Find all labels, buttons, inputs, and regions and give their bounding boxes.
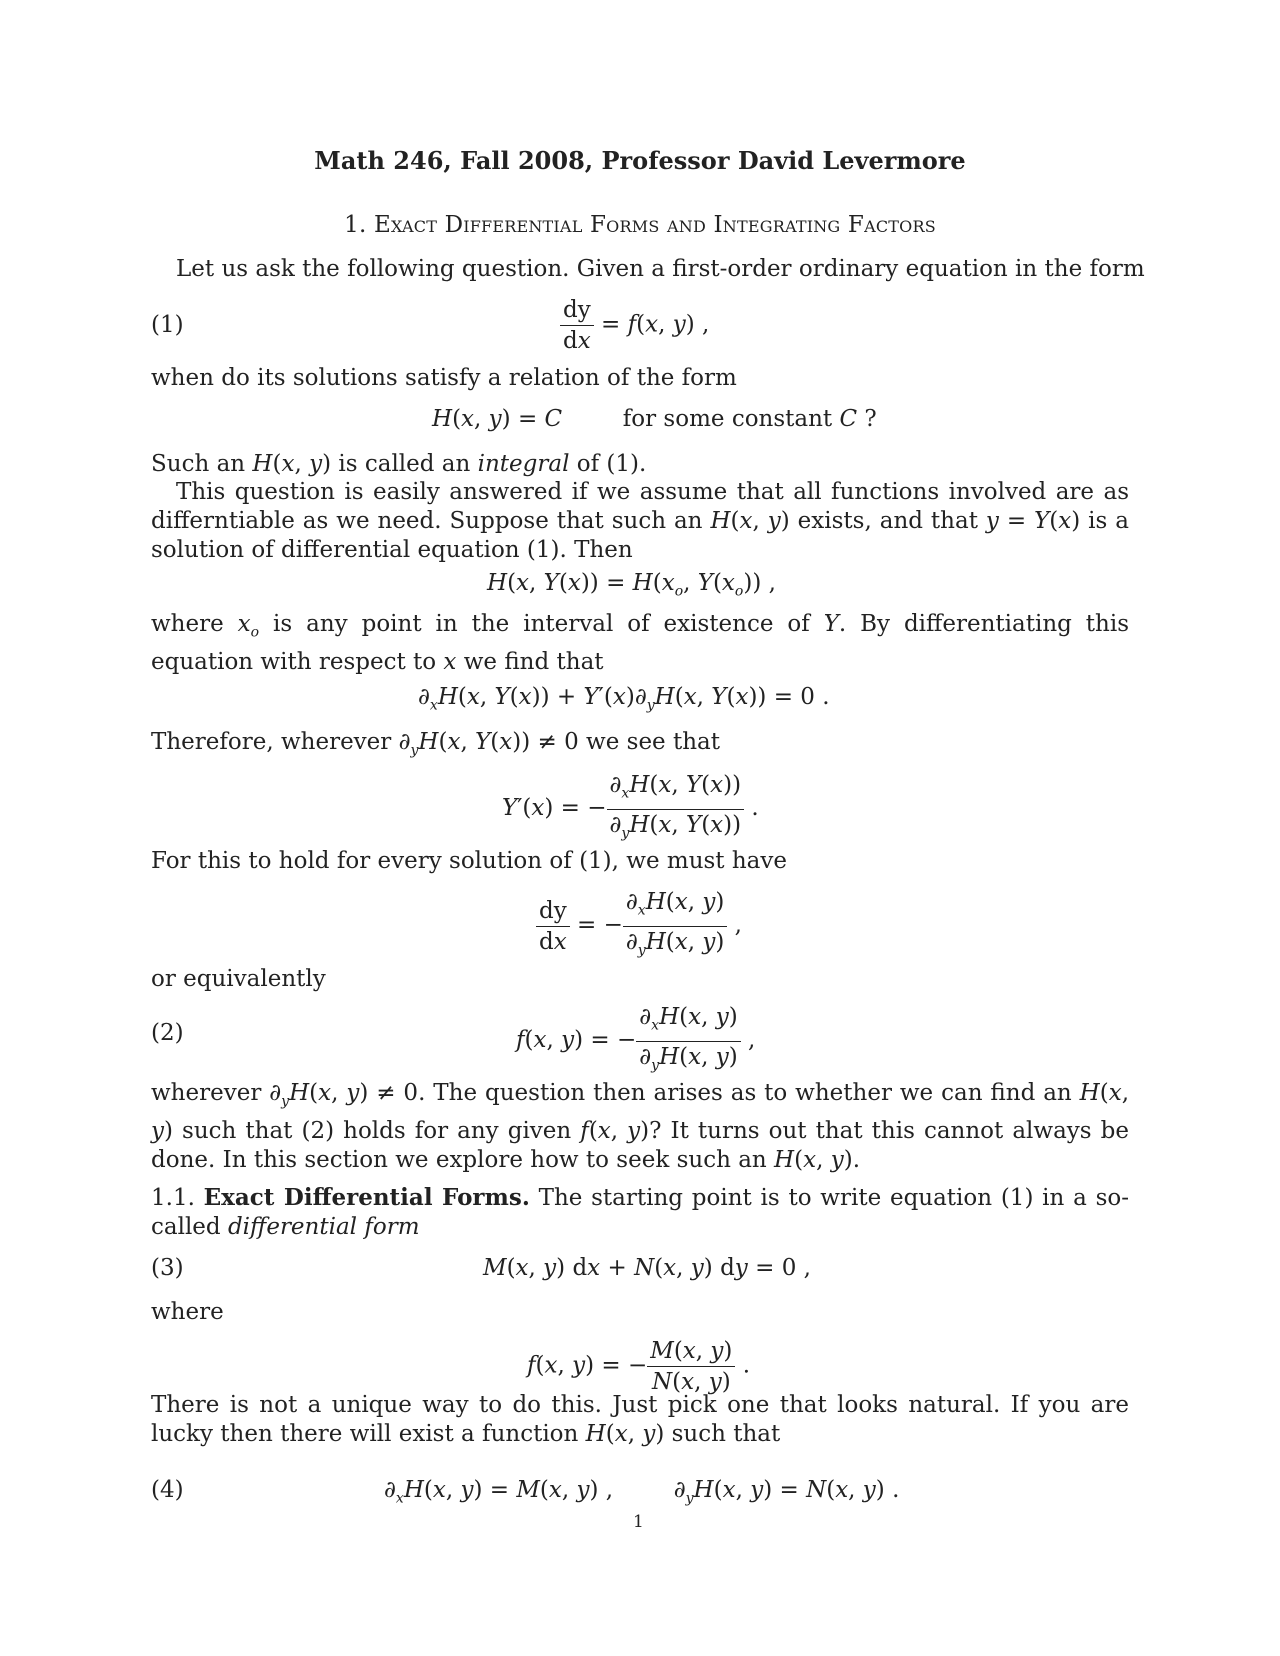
equation-integral: H(x, y) = C for some constant C ? <box>432 406 877 432</box>
paragraph-therefore: Therefore, wherever $\partial_yH(x$, Y(x)) ≠ 0 we see that <box>151 729 720 759</box>
equation-chain-rule: $\partial_xH(x$, $Y(x)) + Y'(x)\partial_yH(x$, Y(x)) = 0 . <box>418 684 830 714</box>
paragraph-exact-forms: 1.1. Exact Differential Forms. The starting point is to write equation (1) in a so-called differential form <box>151 1184 1130 1240</box>
paragraph-relation: when do its solutions satisfy a relation of the form <box>151 365 737 391</box>
section-heading <box>0 212 1280 238</box>
subsection-title: Exact Differential Forms. <box>203 1184 530 1211</box>
paragraph-integral-def: Such an H(x, y) is called an integral of (1). <box>151 451 647 477</box>
equation-f-ratio: f(x, y) = − $\frac{M(x, y)}{N(x, y)}$ . <box>527 1338 751 1395</box>
page-number: 1 <box>633 1512 644 1532</box>
paragraph-suppose: This question is easily answered if we assume that all functions involved are as differntiable as we need. Suppose that such an H(x, y) exists, and that y = Y(x) is a solution of differential equation (1). Then <box>151 479 1129 563</box>
section-title: Exact Differential Forms and Integrating Factors <box>373 212 936 238</box>
equation-number-2: (2) <box>151 1020 184 1046</box>
equation-4: $\partial_xH(x$, y) = M(x, y) , $\partial_yH(x$, y) = N(x, y) . <box>384 1477 900 1507</box>
paragraph-where: where <box>151 1299 224 1325</box>
equation-y-prime: Y′(x) = − $\frac{\partial_xH(x, Y(x))}{\partial_yH(x, Y(x))}$ . <box>502 772 759 842</box>
equation-constant-along-solution: H(x, $Y(x)) = H(x_o$, $Y(x_o)$) , <box>487 570 776 600</box>
paragraph-not-unique: There is not a unique way to do this. Just pick one that looks natural. If you are lucky then there will exist a function H(x, y) such that <box>151 1392 1129 1447</box>
paragraph-intro: Let us ask the following question. Given a first-order ordinary equation in the form <box>176 256 1145 282</box>
equation-1: $\frac{dy}{dx}$ = f(x, y) , <box>560 295 709 356</box>
equation-2: f(x, y) = − $\frac{\partial_xH(x, y)}{\partial_yH(x, y)}$ , <box>516 1004 756 1074</box>
equation-number-4: (4) <box>151 1477 184 1503</box>
subsection-number: 1.1. <box>151 1185 195 1211</box>
paragraph-differentiate: where $x_o$ is any point in the interval of existence of Y. By differentiating this equation with respect to x we find that <box>151 611 1130 675</box>
for-some-constant-text: for some constant <box>622 406 833 432</box>
equation-3: M(x, y) dx + N(x, y) dy = 0 , <box>483 1255 811 1281</box>
paragraph-question: wherever $\partial_yH(x$, y) ≠ 0. The question then arises as to whether we can find an H(x, y) such that (2) holds for any given f(x, y)? It turns out that this cannot always be done. In this section we explore how to seek such an H(x, y). <box>151 1080 1130 1173</box>
equation-dydx: $\frac{dy}{dx}$ = − $\frac{\partial_xH(x, y)}{\partial_yH(x, y)}$ , <box>536 887 742 965</box>
equation-number-1: (1) <box>151 312 184 338</box>
equation-number-3: (3) <box>151 1255 184 1281</box>
document-title: Math 246, Fall 2008, Professor David Levermore <box>314 146 966 175</box>
section-number: 1. <box>344 212 367 238</box>
paragraph-equivalently: or equivalently <box>151 966 326 992</box>
paragraph-for-every-solution: For this to hold for every solution of (1), we must have <box>151 848 787 874</box>
